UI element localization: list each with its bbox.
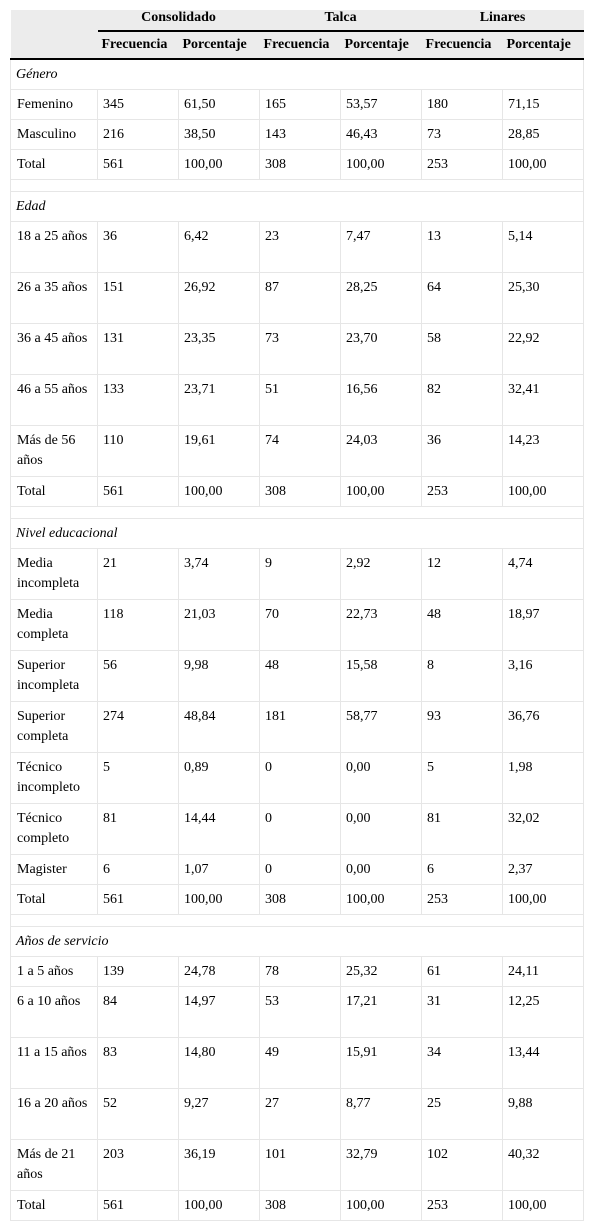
frecuencia-cell: 102 (422, 1139, 503, 1190)
frecuencia-cell: 34 (422, 1037, 503, 1088)
frecuencia-cell: 110 (98, 425, 179, 476)
frecuencia-cell: 139 (98, 956, 179, 986)
table-row (11, 956, 584, 986)
porcentaje-cell: 14,97 (179, 986, 260, 1037)
porcentaje-cell: 23,71 (179, 374, 260, 425)
porcentaje-cell: 100,00 (503, 476, 584, 506)
table-row (11, 1139, 584, 1190)
table-row (11, 1190, 584, 1220)
row-label: Más de 21 años (11, 1139, 98, 1190)
porcentaje-cell: 100,00 (179, 884, 260, 914)
section-title-row (11, 518, 584, 548)
porcentaje-cell: 71,15 (503, 89, 584, 119)
porcentaje-cell: 17,21 (341, 986, 422, 1037)
frecuencia-cell: 56 (98, 650, 179, 701)
porcentaje-cell: 2,37 (503, 854, 584, 884)
porcentaje-cell: 100,00 (179, 1190, 260, 1220)
frecuencia-cell: 253 (422, 1190, 503, 1220)
table-row (11, 221, 584, 272)
frecuencia-cell: 0 (260, 854, 341, 884)
porcentaje-cell: 7,47 (341, 221, 422, 272)
table-row (11, 854, 584, 884)
porcentaje-cell: 4,74 (503, 548, 584, 599)
frecuencia-cell: 308 (260, 476, 341, 506)
subheader-row (11, 31, 584, 59)
frecuencia-cell: 13 (422, 221, 503, 272)
porcentaje-cell: 24,03 (341, 425, 422, 476)
porcentaje-cell: 9,27 (179, 1088, 260, 1139)
row-label: Técnico incompleto (11, 752, 98, 803)
row-label: 36 a 45 años (11, 323, 98, 374)
frecuencia-cell: 74 (260, 425, 341, 476)
frecuencia-cell: 93 (422, 701, 503, 752)
frecuencia-cell: 27 (260, 1088, 341, 1139)
frecuencia-cell: 49 (260, 1037, 341, 1088)
table-row (11, 89, 584, 119)
frecuencia-cell: 5 (98, 752, 179, 803)
table-row (11, 599, 584, 650)
porcentaje-cell: 19,61 (179, 425, 260, 476)
frecuencia-cell: 6 (98, 854, 179, 884)
porcentaje-cell: 61,50 (179, 89, 260, 119)
subheader-frecuencia: Frecuencia (422, 31, 503, 59)
frecuencia-cell: 133 (98, 374, 179, 425)
demographics-table (10, 10, 584, 1221)
frecuencia-cell: 73 (422, 119, 503, 149)
porcentaje-cell: 9,98 (179, 650, 260, 701)
table-row (11, 272, 584, 323)
frecuencia-cell: 31 (422, 986, 503, 1037)
row-label: 6 a 10 años (11, 986, 98, 1037)
frecuencia-cell: 73 (260, 323, 341, 374)
row-label: Más de 56 años (11, 425, 98, 476)
frecuencia-cell: 48 (422, 599, 503, 650)
frecuencia-cell: 345 (98, 89, 179, 119)
porcentaje-cell: 18,97 (503, 599, 584, 650)
section-title-row (11, 191, 584, 221)
section-spacer (11, 179, 584, 191)
porcentaje-cell: 100,00 (503, 884, 584, 914)
porcentaje-cell: 14,44 (179, 803, 260, 854)
row-label: 18 a 25 años (11, 221, 98, 272)
porcentaje-cell: 3,16 (503, 650, 584, 701)
frecuencia-cell: 308 (260, 884, 341, 914)
frecuencia-cell: 36 (98, 221, 179, 272)
row-label: Media incompleta (11, 548, 98, 599)
section-title: Años de servicio (11, 926, 584, 956)
frecuencia-cell: 274 (98, 701, 179, 752)
table-row (11, 884, 584, 914)
spacer-cell (11, 506, 584, 518)
porcentaje-cell: 14,23 (503, 425, 584, 476)
frecuencia-cell: 64 (422, 272, 503, 323)
porcentaje-cell: 0,89 (179, 752, 260, 803)
porcentaje-cell: 3,74 (179, 548, 260, 599)
porcentaje-cell: 100,00 (341, 476, 422, 506)
table-row (11, 701, 584, 752)
frecuencia-cell: 81 (98, 803, 179, 854)
frecuencia-cell: 180 (422, 89, 503, 119)
table-row (11, 323, 584, 374)
frecuencia-cell: 9 (260, 548, 341, 599)
porcentaje-cell: 26,92 (179, 272, 260, 323)
frecuencia-cell: 253 (422, 149, 503, 179)
porcentaje-cell: 22,73 (341, 599, 422, 650)
row-label: Media completa (11, 599, 98, 650)
section-spacer (11, 506, 584, 518)
subheader-frecuencia: Frecuencia (98, 31, 179, 59)
subheader-frecuencia: Frecuencia (260, 31, 341, 59)
porcentaje-cell: 0,00 (341, 752, 422, 803)
table-row (11, 752, 584, 803)
frecuencia-cell: 151 (98, 272, 179, 323)
porcentaje-cell: 28,85 (503, 119, 584, 149)
porcentaje-cell: 32,02 (503, 803, 584, 854)
row-label: Total (11, 476, 98, 506)
spacer-cell (11, 914, 584, 926)
section-title: Género (11, 59, 584, 89)
row-label: 46 a 55 años (11, 374, 98, 425)
porcentaje-cell: 15,91 (341, 1037, 422, 1088)
frecuencia-cell: 61 (422, 956, 503, 986)
porcentaje-cell: 100,00 (179, 476, 260, 506)
porcentaje-cell: 25,30 (503, 272, 584, 323)
frecuencia-cell: 51 (260, 374, 341, 425)
porcentaje-cell: 22,92 (503, 323, 584, 374)
frecuencia-cell: 118 (98, 599, 179, 650)
frecuencia-cell: 181 (260, 701, 341, 752)
corner-cell-lower (11, 31, 98, 59)
porcentaje-cell: 8,77 (341, 1088, 422, 1139)
frecuencia-cell: 101 (260, 1139, 341, 1190)
spacer-cell (11, 179, 584, 191)
group-header-talca: Talca (260, 10, 422, 31)
group-header-row (11, 10, 584, 31)
data-table-container (10, 10, 582, 1221)
table-row (11, 1088, 584, 1139)
group-header-consolidado: Consolidado (98, 10, 260, 31)
row-label: Femenino (11, 89, 98, 119)
table-row (11, 425, 584, 476)
row-label: 26 a 35 años (11, 272, 98, 323)
row-label: Técnico completo (11, 803, 98, 854)
frecuencia-cell: 561 (98, 1190, 179, 1220)
table-row (11, 374, 584, 425)
porcentaje-cell: 6,42 (179, 221, 260, 272)
group-header-linares: Linares (422, 10, 584, 31)
porcentaje-cell: 100,00 (179, 149, 260, 179)
porcentaje-cell: 21,03 (179, 599, 260, 650)
frecuencia-cell: 25 (422, 1088, 503, 1139)
table-row (11, 548, 584, 599)
frecuencia-cell: 0 (260, 803, 341, 854)
row-label: 16 a 20 años (11, 1088, 98, 1139)
porcentaje-cell: 1,98 (503, 752, 584, 803)
porcentaje-cell: 38,50 (179, 119, 260, 149)
table-row (11, 986, 584, 1037)
frecuencia-cell: 82 (422, 374, 503, 425)
frecuencia-cell: 84 (98, 986, 179, 1037)
frecuencia-cell: 561 (98, 884, 179, 914)
porcentaje-cell: 1,07 (179, 854, 260, 884)
table-row (11, 476, 584, 506)
frecuencia-cell: 48 (260, 650, 341, 701)
porcentaje-cell: 100,00 (341, 149, 422, 179)
row-label: Total (11, 1190, 98, 1220)
row-label: 11 a 15 años (11, 1037, 98, 1088)
frecuencia-cell: 0 (260, 752, 341, 803)
subheader-porcentaje: Porcentaje (503, 31, 584, 59)
porcentaje-cell: 32,41 (503, 374, 584, 425)
frecuencia-cell: 143 (260, 119, 341, 149)
porcentaje-cell: 13,44 (503, 1037, 584, 1088)
corner-cell (11, 10, 98, 31)
porcentaje-cell: 100,00 (341, 1190, 422, 1220)
table-row (11, 1037, 584, 1088)
porcentaje-cell: 12,25 (503, 986, 584, 1037)
frecuencia-cell: 21 (98, 548, 179, 599)
porcentaje-cell: 53,57 (341, 89, 422, 119)
row-label: Total (11, 149, 98, 179)
porcentaje-cell: 23,35 (179, 323, 260, 374)
subheader-porcentaje: Porcentaje (341, 31, 422, 59)
porcentaje-cell: 23,70 (341, 323, 422, 374)
frecuencia-cell: 253 (422, 884, 503, 914)
porcentaje-cell: 25,32 (341, 956, 422, 986)
frecuencia-cell: 78 (260, 956, 341, 986)
porcentaje-cell: 16,56 (341, 374, 422, 425)
row-label: Superior incompleta (11, 650, 98, 701)
porcentaje-cell: 100,00 (341, 884, 422, 914)
porcentaje-cell: 15,58 (341, 650, 422, 701)
row-label: Magister (11, 854, 98, 884)
porcentaje-cell: 36,19 (179, 1139, 260, 1190)
table-row (11, 650, 584, 701)
frecuencia-cell: 83 (98, 1037, 179, 1088)
frecuencia-cell: 216 (98, 119, 179, 149)
porcentaje-cell: 48,84 (179, 701, 260, 752)
frecuencia-cell: 308 (260, 149, 341, 179)
frecuencia-cell: 53 (260, 986, 341, 1037)
porcentaje-cell: 36,76 (503, 701, 584, 752)
porcentaje-cell: 32,79 (341, 1139, 422, 1190)
section-title: Edad (11, 191, 584, 221)
porcentaje-cell: 100,00 (503, 1190, 584, 1220)
table-row (11, 119, 584, 149)
section-title-row (11, 59, 584, 89)
row-label: Masculino (11, 119, 98, 149)
frecuencia-cell: 12 (422, 548, 503, 599)
frecuencia-cell: 561 (98, 476, 179, 506)
frecuencia-cell: 5 (422, 752, 503, 803)
porcentaje-cell: 5,14 (503, 221, 584, 272)
porcentaje-cell: 40,32 (503, 1139, 584, 1190)
frecuencia-cell: 8 (422, 650, 503, 701)
porcentaje-cell: 100,00 (503, 149, 584, 179)
frecuencia-cell: 70 (260, 599, 341, 650)
section-spacer (11, 914, 584, 926)
frecuencia-cell: 165 (260, 89, 341, 119)
porcentaje-cell: 46,43 (341, 119, 422, 149)
frecuencia-cell: 131 (98, 323, 179, 374)
frecuencia-cell: 52 (98, 1088, 179, 1139)
row-label: Superior completa (11, 701, 98, 752)
section-title-row (11, 926, 584, 956)
porcentaje-cell: 24,11 (503, 956, 584, 986)
row-label: Total (11, 884, 98, 914)
porcentaje-cell: 58,77 (341, 701, 422, 752)
section-title: Nivel educacional (11, 518, 584, 548)
table-row (11, 149, 584, 179)
subheader-porcentaje: Porcentaje (179, 31, 260, 59)
porcentaje-cell: 24,78 (179, 956, 260, 986)
porcentaje-cell: 28,25 (341, 272, 422, 323)
porcentaje-cell: 9,88 (503, 1088, 584, 1139)
porcentaje-cell: 0,00 (341, 854, 422, 884)
frecuencia-cell: 6 (422, 854, 503, 884)
frecuencia-cell: 308 (260, 1190, 341, 1220)
frecuencia-cell: 87 (260, 272, 341, 323)
porcentaje-cell: 0,00 (341, 803, 422, 854)
porcentaje-cell: 2,92 (341, 548, 422, 599)
table-body (11, 59, 584, 1220)
table-header (11, 10, 584, 59)
frecuencia-cell: 561 (98, 149, 179, 179)
frecuencia-cell: 203 (98, 1139, 179, 1190)
frecuencia-cell: 253 (422, 476, 503, 506)
row-label: 1 a 5 años (11, 956, 98, 986)
frecuencia-cell: 58 (422, 323, 503, 374)
frecuencia-cell: 81 (422, 803, 503, 854)
frecuencia-cell: 23 (260, 221, 341, 272)
porcentaje-cell: 14,80 (179, 1037, 260, 1088)
table-row (11, 803, 584, 854)
frecuencia-cell: 36 (422, 425, 503, 476)
